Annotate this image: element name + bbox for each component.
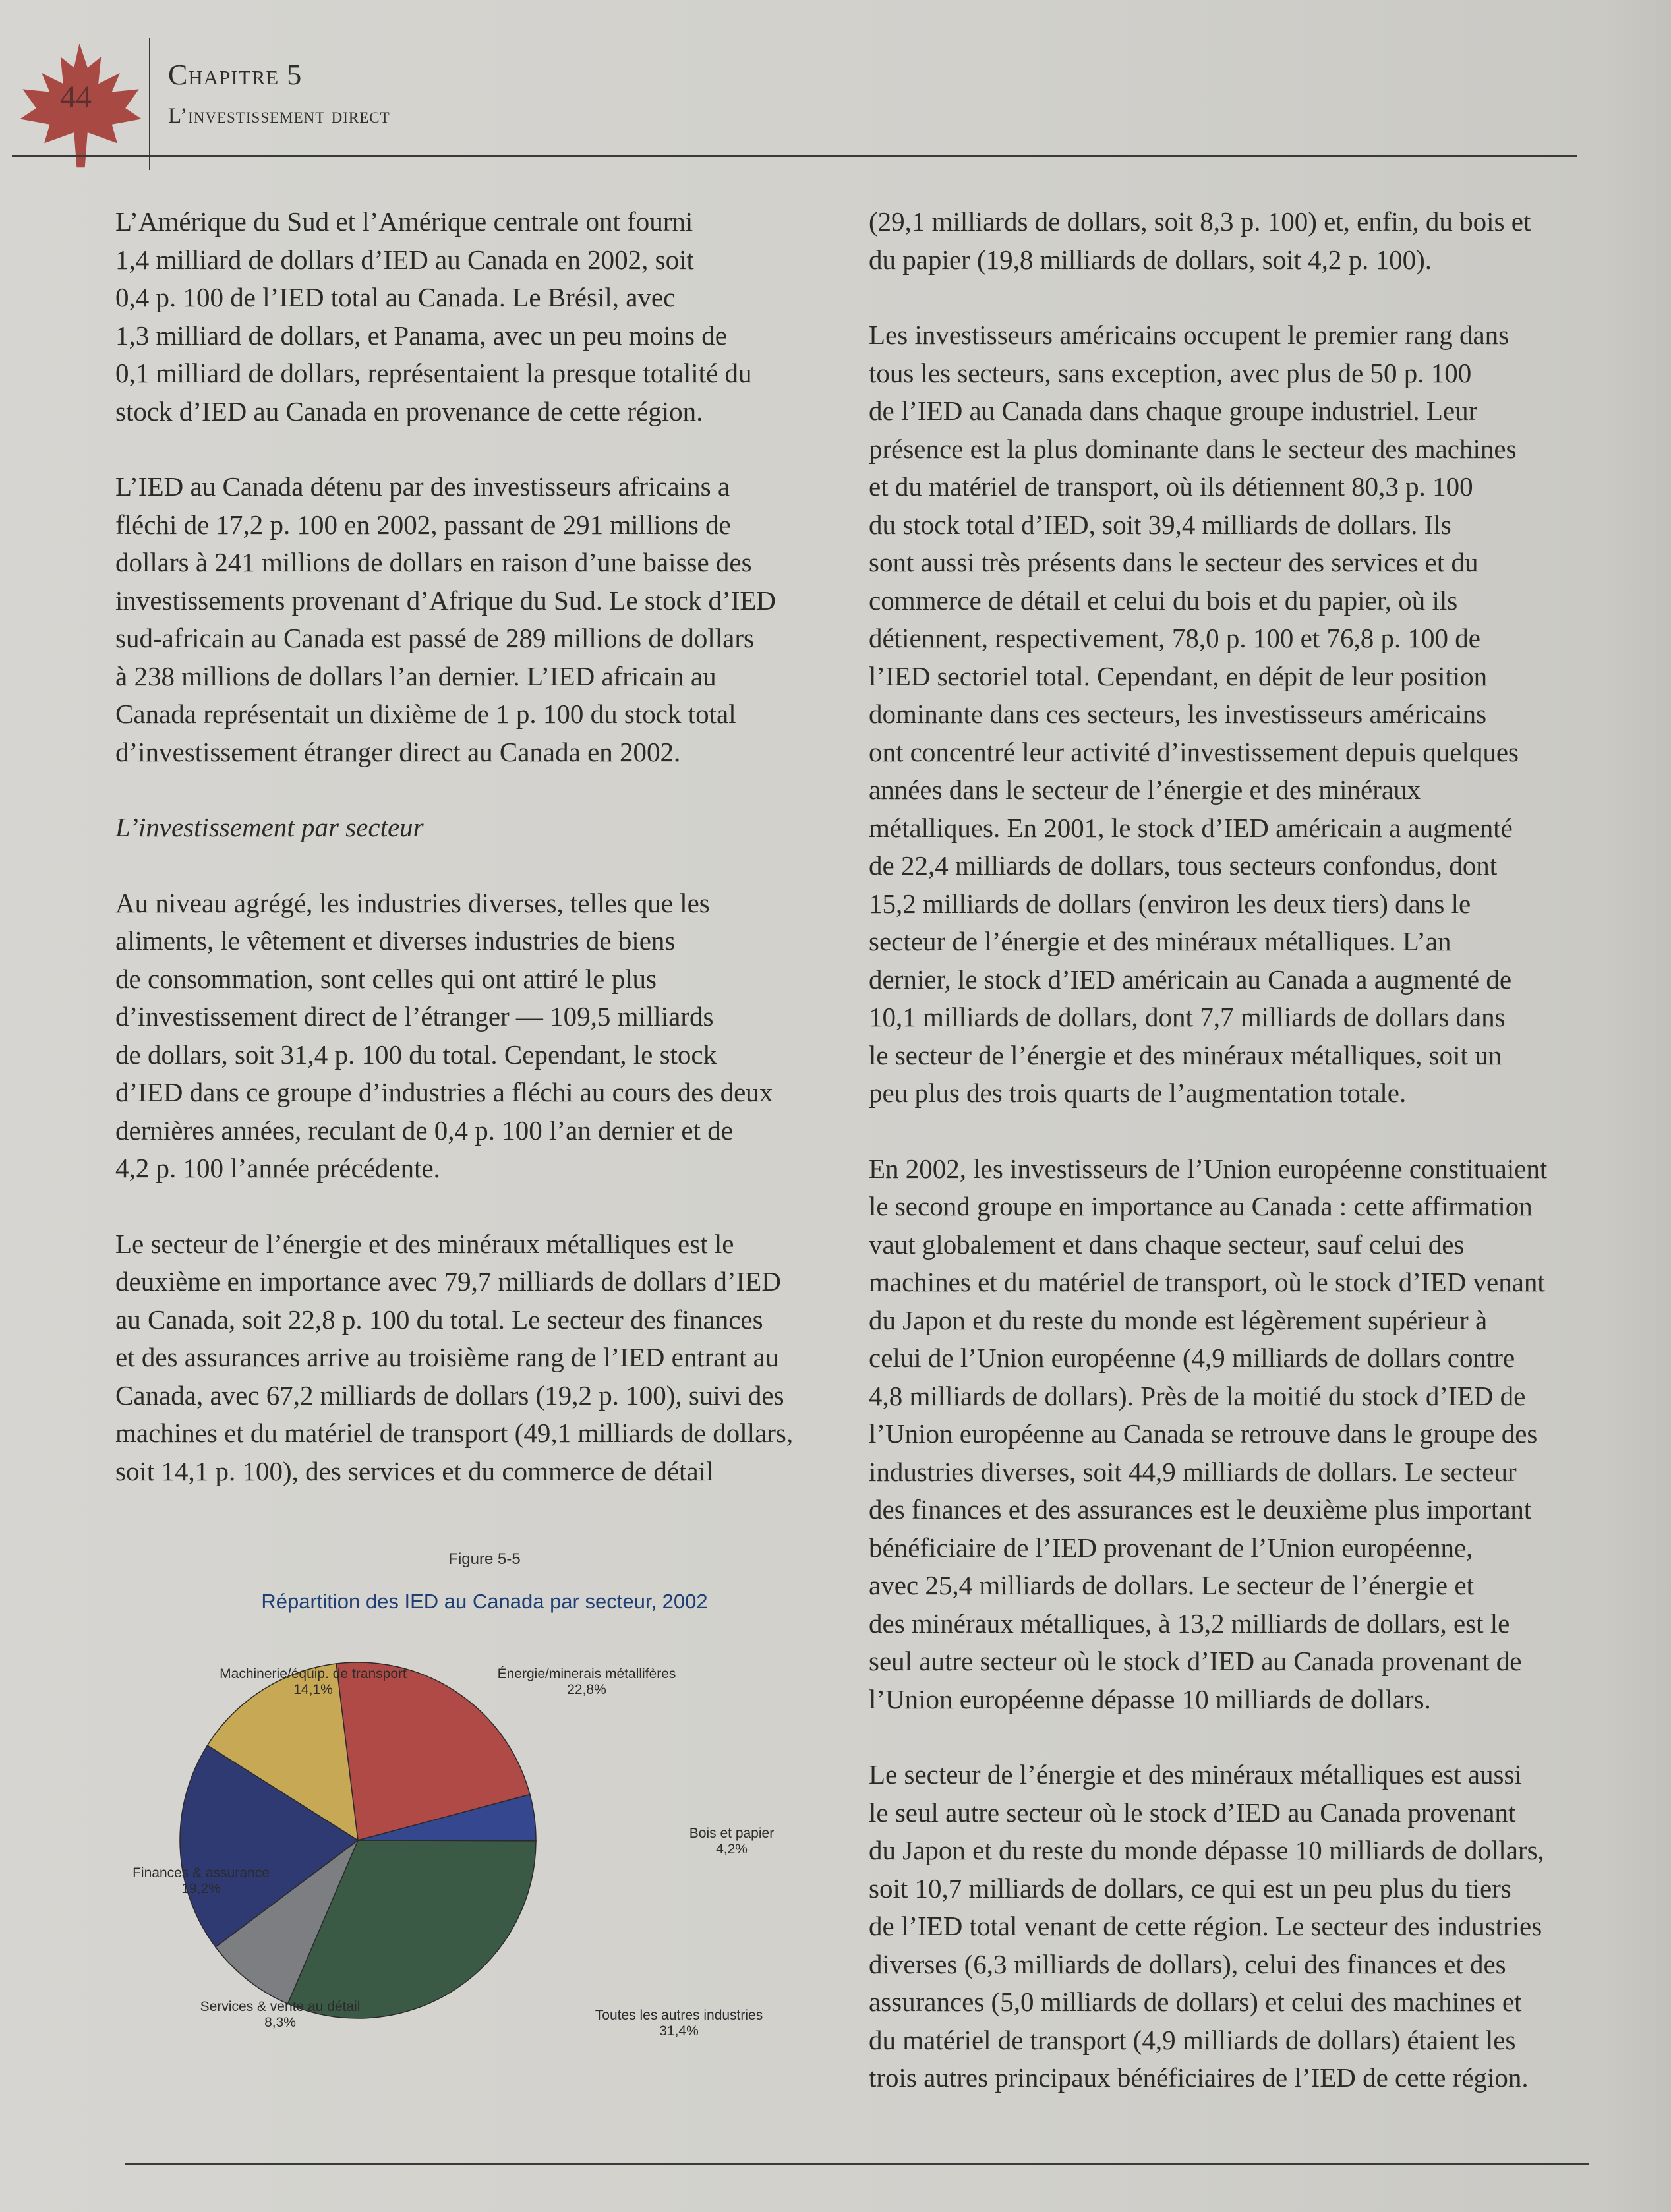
- slice-name: Finances & assurance: [132, 1865, 270, 1880]
- slice-label: [148, 1999, 412, 2031]
- slice-name: Énergie/minerais métallifères: [497, 1666, 676, 1681]
- paragraph: Le secteur de l’énergie et des minéraux métalliques est aussi le seul autre secteur où le stock d’IED au Canada provenant du Japon et du reste du monde dépasse 10 milliards de dollars, soit 10,7 milliards de dollars, ce qui est un peu plus du tiers de l’IED total venant de cette région. Le secteur des industries diverses (6,3 milliards de dollars), celui des finances et des assurances (5,0 milliards de dollars) et celui des machines et du matériel de transport (4,9 milliards de dollars) étaient les trois autres principaux bénéficiaires de l’IED de cette région.: [869, 1759, 1544, 2093]
- chapter-subtitle: L’investissement direct: [168, 104, 390, 128]
- figure-title: Répartition des IED au Canada par secteur, 2002: [261, 1590, 708, 1613]
- slice-value: 8,3%: [264, 2015, 296, 2030]
- paragraph: (29,1 milliards de dollars, soit 8,3 p. 100) et, enfin, du bois et du papier (19,8 milliards de dollars, soit 4,2 p. 100).: [869, 206, 1531, 275]
- paragraph: L’Amérique du Sud et l’Amérique centrale ont fourni 1,4 milliard de dollars d’IED au Canada en 2002, soit 0,4 p. 100 de l’IED total au Canada. Le Brésil, avec 1,3 milliard de dollars, et Panama, avec un peu moins de 0,1 milliard de dollars, représentaient la presque totalité du stock d’IED au Canada en provenance de cette région.: [115, 206, 752, 426]
- slice-value: 19,2%: [181, 1881, 221, 1896]
- slice-value: 22,8%: [567, 1682, 606, 1697]
- slice-name: Bois et papier: [689, 1826, 775, 1841]
- slice-value: 4,2%: [716, 1842, 748, 1857]
- slice-name: Services & vente au détail: [200, 1999, 361, 2014]
- right-column: [869, 203, 1600, 2097]
- header-divider-vertical: [149, 38, 150, 170]
- paragraph: L’IED au Canada détenu par des investisseurs africains a fléchi de 17,2 p. 100 en 2002, passant de 291 millions de dollars à 241 millions de dollars en raison d’une baisse des investissements provenant d’Afrique du Sud. Le stock d’IED sud-africain au Canada est passé de 289 millions de dollars à 238 millions de dollars l’an dernier. L’IED africain au Canada représentait un dixième de 1 p. 100 du stock total d’investissement étranger direct au Canada en 2002.: [115, 471, 777, 767]
- slice-label: [181, 1666, 445, 1698]
- slice-label: [600, 1826, 864, 1857]
- slice-label: [455, 1666, 718, 1698]
- slice-name: Machinerie/équip. de transport: [220, 1666, 407, 1681]
- page-number: 44: [60, 80, 92, 115]
- slice-label: [69, 1865, 333, 1897]
- left-column: [115, 203, 847, 1490]
- slice-value: 31,4%: [659, 2023, 699, 2039]
- header-rule: [12, 155, 1577, 157]
- slice-label: [547, 2008, 811, 2039]
- paragraph: Au niveau agrégé, les industries diverses, telles que les aliments, le vêtement et diverses industries de biens de consommation, sont celles qui ont attiré le plus d’investissement direct de l’étranger — 109,5 milliards de dollars, soit 31,4 p. 100 du total. Cependant, le stock d’IED dans ce groupe d’industries a fléchi au cours des deux dernières années, reculant de 0,4 p. 100 l’an dernier et de 4,2 p. 100 l’année précédente.: [115, 887, 773, 1183]
- slice-name: Toutes les autres industries: [595, 2008, 763, 2023]
- footer-rule: [125, 2163, 1589, 2165]
- paragraph: Les investisseurs américains occupent le premier rang dans tous les secteurs, sans exception, avec plus de 50 p. 100 de l’IED au Canada dans chaque groupe industriel. Leur présence est la plus dominante dans le secteur des machines et du matériel de transport, où ils détiennent 80,3 p. 100 du stock total d’IED, soit 39,4 milliards de dollars. Ils sont aussi très présents dans le secteur des services et du commerce de détail et celui du bois et du papier, où ils détiennent, respectivement, 78,0 p. 100 et 76,8 p. 100 de l’IED sectoriel total. Cependant, en dépit de leur position dominante dans ces secteurs, les investisseurs américains ont concentré leur activité d’investissement depuis quelques années dans le secteur de l’énergie et des minéraux métalliques. En 2001, le stock d’IED américain a augmenté de 22,4 milliards de dollars, tous secteurs confondus, dont 15,2 milliards de dollars (environ les deux tiers) dans le secteur de l’énergie et des minéraux métalliques. L’an dernier, le stock d’IED américain au Canada a augmenté de 10,1 milliards de dollars, dont 7,7 milliards de dollars dans le secteur de l’énergie et des minéraux métalliques, soit un peu plus des trois quarts de l’augmentation totale.: [869, 320, 1519, 1108]
- pie-chart: [125, 1536, 844, 2063]
- paragraph: En 2002, les investisseurs de l’Union européenne constituaient le second groupe en importance au Canada : cette affirmation vaut globalement et dans chaque secteur, sauf celui des machines et du matériel de transport, où le stock d’IED venant du Japon et du reste du monde est légèrement supérieur à celui de l’Union européenne (4,9 milliards de dollars contre 4,8 milliards de dollars). Près de la moitié du stock d’IED de l’Union européenne au Canada se retrouve dans le groupe des industries diverses, soit 44,9 milliards de dollars. Le secteur des finances et des assurances est le deuxième plus important bénéficiaire de l’IED provenant de l’Union européenne, avec 25,4 milliards de dollars. Le secteur de l’énergie et des minéraux métalliques, à 13,2 milliards de dollars, est le seul autre secteur où le stock d’IED au Canada provenant de l’Union européenne dépasse 10 milliards de dollars.: [869, 1153, 1548, 1714]
- figure-label: Figure 5-5: [448, 1550, 521, 1568]
- paragraph: Le secteur de l’énergie et des minéraux métalliques est le deuxième en importance avec 79,7 milliards de dollars d’IED au Canada, soit 22,8 p. 100 du total. Le secteur des finances et des assurances arrive au troisième rang de l’IED entrant au Canada, avec 67,2 milliards de dollars (19,2 p. 100), suivi des machines et du matériel de transport (49,1 milliards de dollars, soit 14,1 p. 100), des services et du commerce de détail: [115, 1228, 794, 1486]
- chapter-title: Chapitre 5: [168, 59, 303, 91]
- section-heading: L’investissement par secteur: [115, 812, 424, 842]
- slice-value: 14,1%: [293, 1682, 333, 1697]
- pie-chart-figure: [125, 1536, 844, 2063]
